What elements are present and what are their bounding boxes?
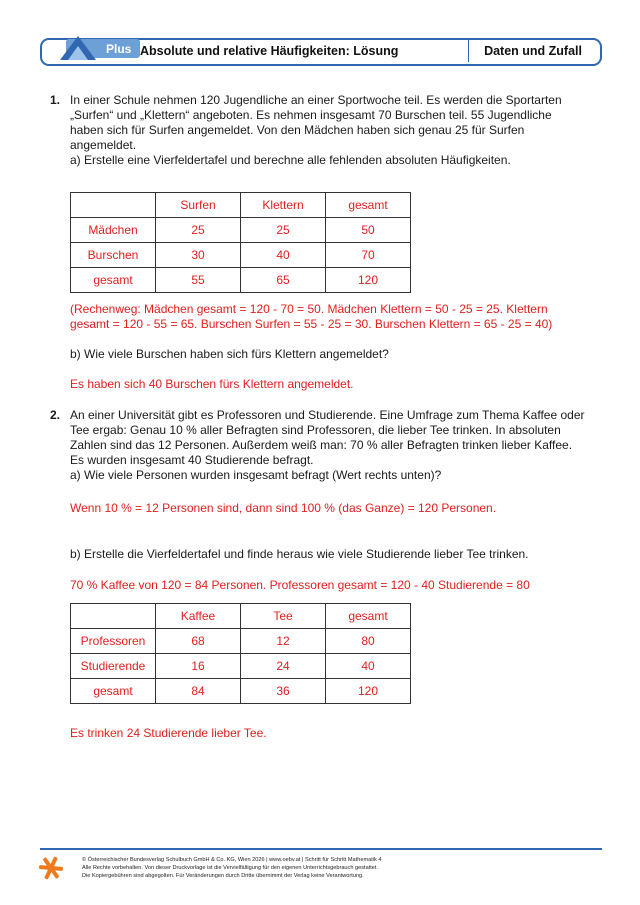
task2-answer-b: Es trinken 24 Studierende lieber Tee. [70,726,267,740]
table-row [71,654,411,679]
table-cell: 30 [156,243,241,268]
task1-intro-line: In einer Schule nehmen 120 Jugendliche an einer Sportwoche teil. Es werden die Sportarten [70,93,562,107]
table-header-cell: gesamt [326,193,411,218]
table-cell [71,604,156,629]
table-row-label: gesamt [71,268,156,293]
task2-intro-line: An einer Universität gibt es Professoren und Studierende. Eine Umfrage zum Thema Kaffee oder [70,408,585,422]
table-cell: 50 [326,218,411,243]
footer-line: Alle Rechte vorbehalten. Von dieser Druckvorlage ist die Vervielfältigung für den eigenen Unterrichtsgebrauch gestattet. [82,865,379,871]
table-row [71,629,411,654]
table-cell: 65 [241,268,326,293]
page-title: Absolute und relative Häufigkeiten: Lösung [140,44,399,58]
table-row [71,679,411,704]
task2-intro [70,408,590,483]
table-cell: 25 [241,218,326,243]
table-row-label: Professoren [71,629,156,654]
logo-text: Plus [106,42,132,56]
table-row-label: Mädchen [71,218,156,243]
table-cell: 24 [241,654,326,679]
table-cell: 120 [326,268,411,293]
task1-intro-line: haben sich für Surfen angemeldet. Von den Mädchen haben sich genau 25 für Surfen [70,123,525,137]
footer-line: Die Kopiergebühren sind abgegolten. Für Veränderungen durch Dritte übernimmt der Verlag keine Verantwortung. [82,873,364,879]
task2-number: 2. [50,408,61,422]
page-header [40,36,600,66]
table-row-label: gesamt [71,679,156,704]
task1-intro-line: „Surfen“ und „Klettern“ angeboten. Es nehmen insgesamt 70 Burschen teil. 55 Jugendliche [70,108,552,122]
task1-number: 1. [50,93,61,107]
task1-rechenweg [70,302,595,332]
task2-answer-a: Wenn 10 % = 12 Personen sind, dann sind 100 % (das Ganze) = 120 Personen. [70,501,497,515]
table-cell: 36 [241,679,326,704]
task2-question-a: a) Wie viele Personen wurden insgesamt befragt (Wert rechts unten)? [70,468,442,482]
task2-table [70,603,411,704]
task1-table [70,192,411,293]
table-header-cell: Surfen [156,193,241,218]
task1-intro-line: angemeldet. [70,138,137,152]
task2-question-b: b) Erstelle die Vierfeldertafel und finde heraus wie viele Studierende lieber Tee trinken. [70,547,529,561]
footer-line: © Österreichischer Bundesverlag Schulbuch GmbH & Co. KG, Wien 2026 | www.oebv.at | Schritt für Schritt Mathematik 4 [82,857,382,863]
table-header-cell: Tee [241,604,326,629]
table-cell: 40 [326,654,411,679]
task1-question-a: a) Erstelle eine Vierfeldertafel und berechne alle fehlenden absoluten Häufigkeiten. [70,153,511,167]
rechenweg-line: gesamt = 120 - 55 = 65. Burschen Surfen = 55 - 25 = 30. Burschen Klettern = 65 - 25 = 40) [70,317,553,331]
footer-copyright [82,856,582,880]
table-row [71,268,411,293]
footer-divider [40,848,602,850]
table-cell: 80 [326,629,411,654]
table-cell: 70 [326,243,411,268]
task2-intro-line: Zahlen sind das 12 Personen. Außerdem weiß man: 70 % aller Befragten trinken lieber Kaffee. [70,438,573,452]
table-cell: 84 [156,679,241,704]
task2-calc-b: 70 % Kaffee von 120 = 84 Personen. Professoren gesamt = 120 - 40 Studierende = 80 [70,578,530,592]
table-row [71,243,411,268]
table-row-label: Burschen [71,243,156,268]
publisher-logo-icon [38,855,64,881]
table-cell: 120 [326,679,411,704]
table-header-cell: Klettern [241,193,326,218]
task2-intro-line: Tee ergab: Genau 10 % aller Befragten sind Professoren, die lieber Tee trinken. In absoluten [70,423,561,437]
task1-question-b: b) Wie viele Burschen haben sich fürs Klettern angemeldet? [70,347,389,361]
task2-intro-line: Es wurden insgesamt 40 Studierende befragt. [70,453,314,467]
header-separator [468,40,469,62]
table-row [71,218,411,243]
plus-logo [54,36,142,64]
table-row [71,604,411,629]
table-header-cell: gesamt [326,604,411,629]
table-row [71,193,411,218]
table-cell: 16 [156,654,241,679]
table-cell: 68 [156,629,241,654]
table-cell [71,193,156,218]
table-header-cell: Kaffee [156,604,241,629]
table-cell: 12 [241,629,326,654]
table-row-label: Studierende [71,654,156,679]
table-cell: 55 [156,268,241,293]
task1-intro [70,93,590,168]
table-cell: 25 [156,218,241,243]
rechenweg-line: (Rechenweg: Mädchen gesamt = 120 - 70 = 50. Mädchen Klettern = 50 - 25 = 25. Klettern [70,302,548,316]
task1-answer-b: Es haben sich 40 Burschen fürs Klettern angemeldet. [70,377,354,391]
table-cell: 40 [241,243,326,268]
section-label: Daten und Zufall [484,44,582,58]
